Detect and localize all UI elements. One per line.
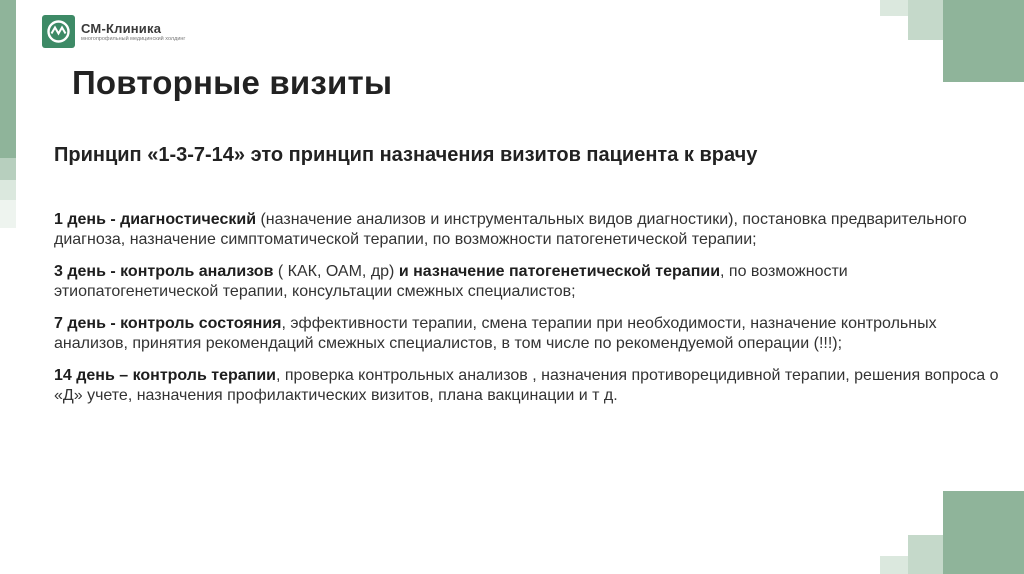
logo-tagline: многопрофильный медицинский холдинг bbox=[81, 35, 186, 42]
slide-subtitle: Принцип «1-3-7-14» это принцип назначения визитов пациента к врачу bbox=[54, 144, 758, 166]
paragraph-day-7 bbox=[54, 314, 1004, 354]
paragraph-day-3-emphasis: и назначение патогенетической терапии bbox=[398, 263, 721, 280]
paragraph-day-14 bbox=[54, 366, 1004, 406]
logo bbox=[42, 15, 185, 48]
logo-name: СМ-Клиника bbox=[81, 20, 162, 36]
left-accent-bar-mid bbox=[0, 158, 16, 180]
top-right-square-mid bbox=[908, 0, 943, 40]
bottom-right-square-light bbox=[880, 556, 908, 574]
left-accent-bar-light bbox=[0, 180, 16, 200]
paragraph-day-14-text: , проверка контрольных анализов , назначения противорецидивной терапии, решения вопроса о «Д» учете, назначения профилактических визитов, плана вакцинации и т д. bbox=[54, 367, 999, 404]
paragraph-day-3 bbox=[54, 262, 1004, 302]
paragraph-day-7-text: , эффективности терапии, смена терапии при необходимости, назначение контрольных анализов, принятия рекомендаций смежных специалистов, в том числе по рекомендуемой операции (!!!); bbox=[54, 315, 937, 352]
paragraph-day-3-heading: 3 день - контроль анализов bbox=[54, 263, 274, 280]
paragraph-day-3-text: ( КАК, ОАМ, др) bbox=[273, 263, 399, 280]
paragraph-day-1 bbox=[54, 210, 1004, 250]
slide-title: Повторные визиты bbox=[72, 64, 393, 101]
logo-mark-icon bbox=[42, 15, 75, 48]
bottom-right-square-mid bbox=[908, 535, 943, 574]
left-accent-bar-pale bbox=[0, 200, 16, 228]
bottom-right-square-dark bbox=[943, 491, 1024, 574]
top-right-square-dark bbox=[943, 0, 1024, 82]
paragraph-day-1-text: (назначение анализов и инструментальных видов диагностики), постановка предварительного диагноза, назначение симптоматической терапии, по возможности патогенетической терапии; bbox=[54, 211, 967, 248]
paragraph-day-14-heading: 14 день – контроль терапии bbox=[54, 367, 276, 384]
paragraph-day-1-heading: 1 день - диагностический bbox=[54, 211, 257, 228]
top-right-square-light bbox=[880, 0, 908, 16]
paragraph-day-7-heading: 7 день - контроль состояния bbox=[54, 315, 282, 332]
paragraph-day-3-text-2: , по возможности этиопатогенетической терапии, консультации смежных специалистов; bbox=[54, 263, 848, 300]
left-accent-bar-dark bbox=[0, 0, 16, 158]
slide-body bbox=[54, 210, 1004, 418]
